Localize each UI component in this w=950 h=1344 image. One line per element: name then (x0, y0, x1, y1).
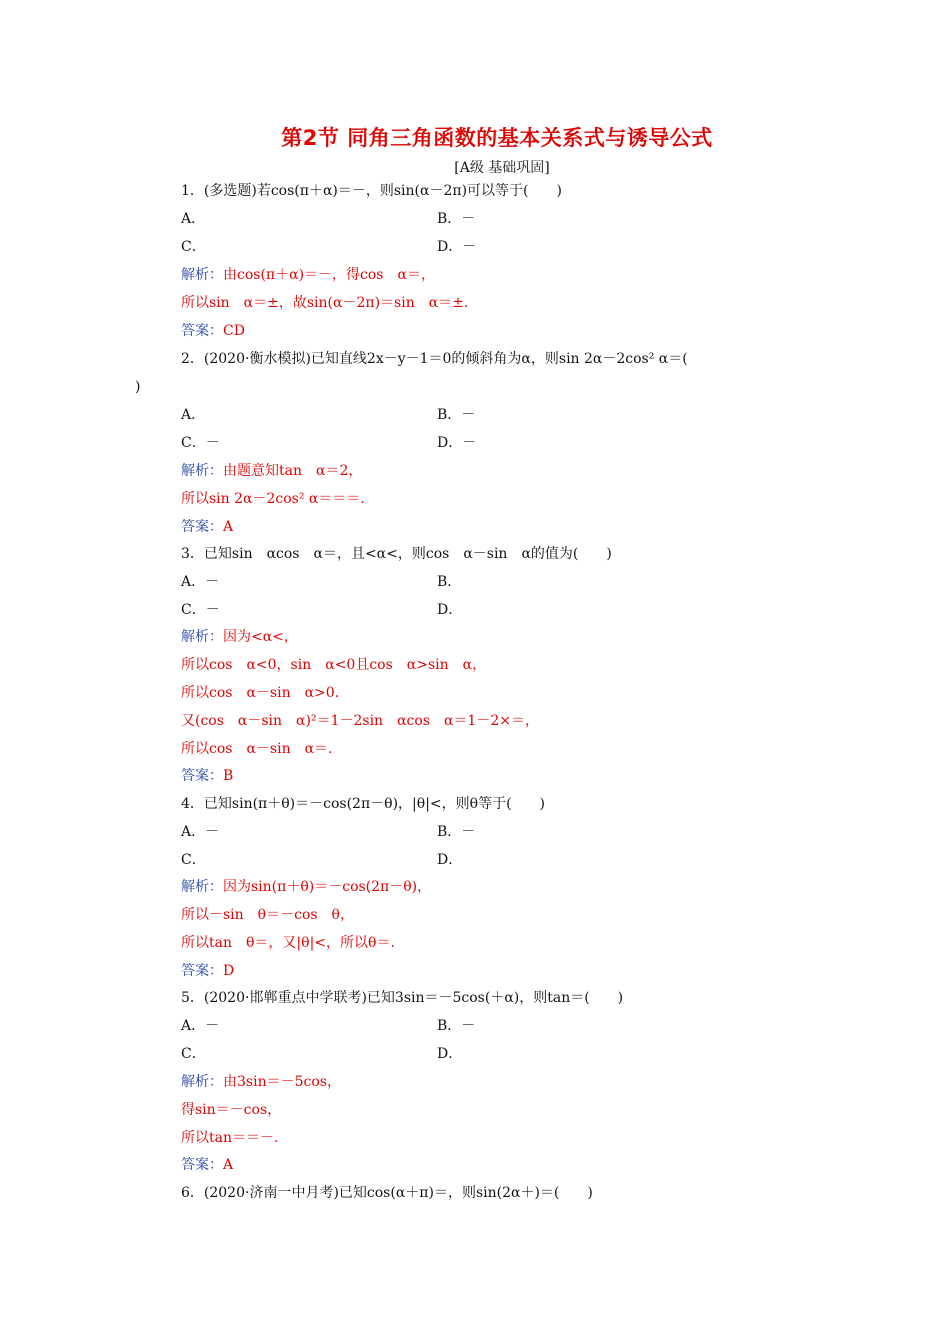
answer-label: 答案： (181, 323, 223, 339)
option-d: D． (437, 1046, 463, 1062)
question-3-explanation-2: 所以cos α<0，sin α<0且cos α>sin α， (181, 657, 487, 673)
explanation-label: 解析： (181, 1074, 223, 1090)
option-a: A．－ (181, 574, 220, 590)
question-1-explanation-2: 所以sin α＝±，故sin(α－2π)＝sin α＝±. (181, 295, 469, 311)
answer-label: 答案： (181, 1157, 223, 1173)
option-a: A．－ (181, 1018, 220, 1034)
answer-value: CD (223, 323, 245, 339)
explanation-label: 解析： (181, 463, 223, 479)
option-a: A． (181, 211, 206, 227)
answer-label: 答案： (181, 768, 223, 784)
question-3-stem: 3．已知sin αcos α＝，且<α<，则cos α－sin α的值为( ) (181, 546, 612, 562)
answer-value: D (223, 963, 235, 979)
question-3-explanation-3: 所以cos α－sin α>0. (181, 685, 340, 701)
option-d: D． (437, 852, 463, 868)
option-a: A． (181, 407, 206, 423)
question-1-explanation-1 (181, 266, 435, 284)
answer-value: A (223, 519, 234, 535)
explanation-label: 解析： (181, 629, 223, 645)
question-4-explanation-3: 所以tan θ＝，又|θ|<，所以θ＝. (181, 935, 395, 951)
question-5-explanation-2: 得sin＝－cos， (181, 1102, 282, 1118)
explanation-text: 由cos(π＋α)＝－，得cos α＝， (223, 267, 435, 283)
option-c: C． (181, 1046, 206, 1062)
explanation-label: 解析： (181, 267, 223, 283)
option-d: D． (437, 602, 463, 618)
question-4-answer (181, 962, 234, 980)
question-5-explanation-3: 所以tan＝＝－. (181, 1130, 279, 1146)
option-b: B． (437, 574, 462, 590)
question-4-explanation-1 (181, 878, 431, 896)
option-b: B．－ (437, 824, 476, 840)
answer-value: B (223, 768, 234, 784)
question-5-explanation-1 (181, 1073, 341, 1091)
question-2-answer (181, 518, 233, 536)
question-2-explanation-2: 所以sin 2α－2cos² α＝＝＝. (181, 491, 365, 507)
option-c: C． (181, 852, 206, 868)
option-d: D．－ (437, 435, 477, 451)
question-1-stem: 1．(多选题)若cos(π＋α)＝－，则sin(α－2π)可以等于( ) (181, 183, 562, 199)
question-4-stem: 4．已知sin(π＋θ)＝－cos(2π－θ)，|θ|<，则θ等于( ) (181, 796, 545, 812)
question-3-answer (181, 767, 233, 785)
page-title: 第2节 同角三角函数的基本关系式与诱导公式 (281, 126, 713, 150)
question-5-stem: 5．(2020·邯郸重点中学联考)已知3sin＝－5cos(＋α)，则tan＝( ) (181, 990, 624, 1006)
answer-label: 答案： (181, 519, 223, 535)
question-3-explanation-4: 又(cos α－sin α)²＝1－2sin αcos α＝1－2×＝， (181, 713, 539, 729)
question-3-explanation-1 (181, 628, 298, 646)
answer-label: 答案： (181, 963, 223, 979)
explanation-text: 因为sin(π＋θ)＝－cos(2π－θ)， (223, 879, 432, 895)
explanation-text: 由题意知tan α＝2， (223, 463, 363, 479)
option-b: B．－ (437, 1018, 476, 1034)
answer-value: A (223, 1157, 234, 1173)
question-2-stem-cont: ) (135, 379, 141, 395)
explanation-text: 由3sin＝－5cos， (223, 1074, 341, 1090)
question-5-answer (181, 1156, 233, 1174)
question-1-answer (181, 322, 245, 340)
option-d: D．－ (437, 239, 477, 255)
option-c: C．－ (181, 602, 220, 618)
question-6-stem: 6．(2020·济南一中月考)已知cos(α＋π)＝，则sin(2α＋)＝( ) (181, 1185, 593, 1201)
section-subtitle: [A级 基础巩固] (454, 160, 550, 176)
question-2-stem: 2．(2020·衡水模拟)已知直线2x－y－1＝0的倾斜角为α，则sin 2α－2cos² α＝( (181, 351, 688, 367)
question-3-explanation-5: 所以cos α－sin α＝. (181, 741, 333, 757)
option-a: A．－ (181, 824, 220, 840)
explanation-text: 因为<α<， (223, 629, 298, 645)
option-b: B．－ (437, 407, 476, 423)
explanation-label: 解析： (181, 879, 223, 895)
option-c: C．－ (181, 435, 220, 451)
question-4-explanation-2: 所以－sin θ＝－cos θ， (181, 907, 354, 923)
question-2-explanation-1 (181, 462, 362, 480)
option-b: B．－ (437, 211, 476, 227)
option-c: C． (181, 239, 206, 255)
